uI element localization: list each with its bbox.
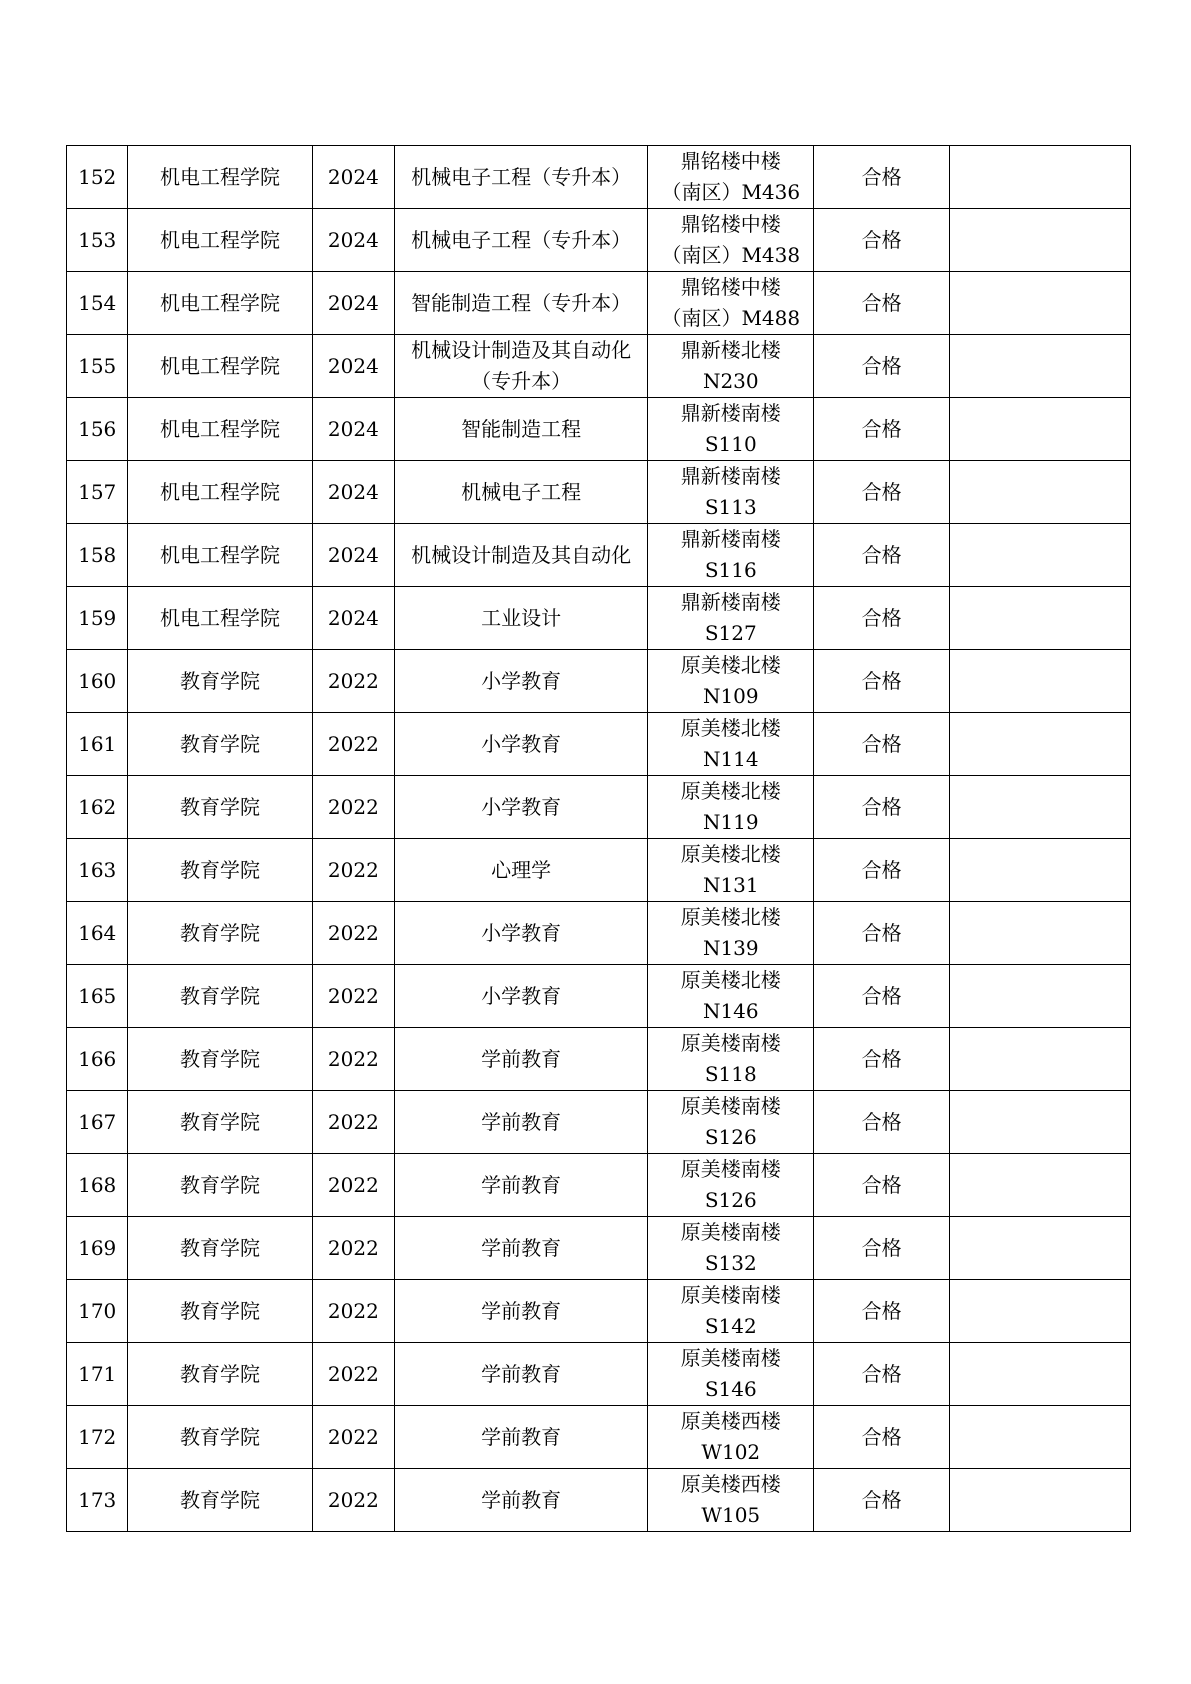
major-cell: 学前教育: [395, 1280, 648, 1343]
classroom-building: 原美楼西楼: [680, 1472, 781, 1496]
major-cell: 机械电子工程（专升本）: [395, 209, 648, 272]
row-number-cell: 159: [67, 587, 128, 650]
result-cell: 合格: [814, 776, 950, 839]
result-cell: 合格: [814, 146, 950, 209]
note-cell: [949, 1217, 1130, 1280]
note-cell: [949, 398, 1130, 461]
major-cell: 机械设计制造及其自动化: [395, 524, 648, 587]
classroom-cell: [648, 209, 814, 272]
classroom-number: N109: [702, 684, 759, 708]
classroom-number: S146: [704, 1377, 757, 1401]
row-number-cell: 165: [67, 965, 128, 1028]
grade-cell: 2022: [312, 1343, 395, 1406]
major-cell: 智能制造工程: [395, 398, 648, 461]
major-cell: 工业设计: [395, 587, 648, 650]
table-row: [67, 398, 1131, 461]
row-number-cell: 171: [67, 1343, 128, 1406]
row-number-cell: 155: [67, 335, 128, 398]
note-cell: [949, 335, 1130, 398]
classroom-cell: [648, 146, 814, 209]
note-cell: [949, 776, 1130, 839]
major-cell: 小学教育: [395, 650, 648, 713]
note-cell: [949, 650, 1130, 713]
result-cell: 合格: [814, 1469, 950, 1532]
classroom-number: S126: [704, 1125, 757, 1149]
row-number-cell: 153: [67, 209, 128, 272]
college-cell: 教育学院: [128, 1217, 312, 1280]
result-cell: 合格: [814, 839, 950, 902]
table-row: [67, 1217, 1131, 1280]
table-row: [67, 524, 1131, 587]
row-number-cell: 166: [67, 1028, 128, 1091]
result-cell: 合格: [814, 524, 950, 587]
note-cell: [949, 965, 1130, 1028]
classroom-number: N131: [702, 873, 759, 897]
table-row: [67, 1469, 1131, 1532]
classroom-cell: [648, 902, 814, 965]
classroom-number: S127: [704, 621, 757, 645]
row-number-cell: 170: [67, 1280, 128, 1343]
note-cell: [949, 461, 1130, 524]
note-cell: [949, 1091, 1130, 1154]
major-cell: 学前教育: [395, 1469, 648, 1532]
major-cell: 心理学: [395, 839, 648, 902]
classroom-building: 原美楼北楼: [680, 653, 781, 677]
college-cell: 教育学院: [128, 839, 312, 902]
college-cell: 教育学院: [128, 1028, 312, 1091]
result-cell: 合格: [814, 1280, 950, 1343]
college-cell: 教育学院: [128, 713, 312, 776]
classroom-cell: [648, 335, 814, 398]
classroom-cell: [648, 1406, 814, 1469]
grade-cell: 2022: [312, 902, 395, 965]
table-row: [67, 272, 1131, 335]
college-cell: 机电工程学院: [128, 146, 312, 209]
grade-cell: 2022: [312, 965, 395, 1028]
classroom-cell: [648, 524, 814, 587]
grade-cell: 2024: [312, 461, 395, 524]
classroom-number: N230: [702, 369, 759, 393]
note-cell: [949, 272, 1130, 335]
major-cell: 小学教育: [395, 776, 648, 839]
classroom-number: S113: [704, 495, 757, 519]
row-number-cell: 164: [67, 902, 128, 965]
note-cell: [949, 209, 1130, 272]
classroom-building: 鼎铭楼中楼: [680, 275, 781, 299]
table-row: [67, 1406, 1131, 1469]
table-row: [67, 1154, 1131, 1217]
classroom-cell: [648, 398, 814, 461]
classroom-building: 原美楼北楼: [680, 842, 781, 866]
result-cell: 合格: [814, 587, 950, 650]
college-cell: 教育学院: [128, 902, 312, 965]
classroom-building: 原美楼南楼: [680, 1031, 781, 1055]
college-cell: 教育学院: [128, 1406, 312, 1469]
grade-cell: 2022: [312, 839, 395, 902]
row-number-cell: 173: [67, 1469, 128, 1532]
grade-cell: 2022: [312, 1217, 395, 1280]
college-cell: 机电工程学院: [128, 524, 312, 587]
note-cell: [949, 1469, 1130, 1532]
grade-cell: 2024: [312, 209, 395, 272]
note-cell: [949, 146, 1130, 209]
grade-cell: 2022: [312, 713, 395, 776]
row-number-cell: 157: [67, 461, 128, 524]
major-cell: 学前教育: [395, 1217, 648, 1280]
college-cell: 教育学院: [128, 1091, 312, 1154]
classroom-number: N146: [702, 999, 759, 1023]
table-row: [67, 1028, 1131, 1091]
table-row: [67, 587, 1131, 650]
classroom-cell: [648, 776, 814, 839]
college-cell: 机电工程学院: [128, 461, 312, 524]
result-cell: 合格: [814, 1217, 950, 1280]
major-cell: 学前教育: [395, 1406, 648, 1469]
row-number-cell: 154: [67, 272, 128, 335]
classroom-building: 原美楼南楼: [680, 1094, 781, 1118]
classroom-cell: [648, 713, 814, 776]
major-cell: 智能制造工程（专升本）: [395, 272, 648, 335]
table-row: [67, 776, 1131, 839]
classroom-number: S116: [704, 558, 757, 582]
result-cell: 合格: [814, 1343, 950, 1406]
classroom-cell: [648, 1217, 814, 1280]
classroom-building: 鼎新楼南楼: [680, 590, 781, 614]
classroom-number: N114: [702, 747, 759, 771]
grade-cell: 2024: [312, 398, 395, 461]
note-cell: [949, 1280, 1130, 1343]
result-cell: 合格: [814, 1406, 950, 1469]
major-cell: 学前教育: [395, 1028, 648, 1091]
major-cell: 小学教育: [395, 965, 648, 1028]
college-cell: 机电工程学院: [128, 587, 312, 650]
classroom-cell: [648, 650, 814, 713]
college-cell: 教育学院: [128, 1343, 312, 1406]
result-cell: 合格: [814, 1091, 950, 1154]
classroom-building: 鼎铭楼中楼: [680, 212, 781, 236]
classroom-building: 鼎新楼南楼: [680, 527, 781, 551]
classroom-cell: [648, 587, 814, 650]
note-cell: [949, 902, 1130, 965]
classroom-number: W105: [701, 1503, 761, 1527]
classroom-number: （南区）M438: [661, 243, 801, 267]
result-cell: 合格: [814, 1028, 950, 1091]
classroom-building: 原美楼北楼: [680, 968, 781, 992]
major-cell: 小学教育: [395, 713, 648, 776]
college-cell: 教育学院: [128, 1469, 312, 1532]
note-cell: [949, 1406, 1130, 1469]
classroom-building: 鼎铭楼中楼: [680, 149, 781, 173]
classroom-building: 原美楼北楼: [680, 716, 781, 740]
grade-cell: 2022: [312, 1280, 395, 1343]
row-number-cell: 152: [67, 146, 128, 209]
table-row: [67, 146, 1131, 209]
grade-cell: 2024: [312, 335, 395, 398]
note-cell: [949, 587, 1130, 650]
result-cell: 合格: [814, 713, 950, 776]
classroom-building: 鼎新楼北楼: [680, 338, 781, 362]
grade-cell: 2022: [312, 1154, 395, 1217]
classroom-cell: [648, 1343, 814, 1406]
result-cell: 合格: [814, 209, 950, 272]
major-cell: 学前教育: [395, 1091, 648, 1154]
grade-cell: 2022: [312, 1469, 395, 1532]
result-cell: 合格: [814, 1154, 950, 1217]
row-number-cell: 172: [67, 1406, 128, 1469]
classroom-number: S118: [704, 1062, 757, 1086]
classroom-building: 原美楼南楼: [680, 1157, 781, 1181]
row-number-cell: 163: [67, 839, 128, 902]
grade-cell: 2024: [312, 587, 395, 650]
classroom-number: S142: [704, 1314, 757, 1338]
college-cell: 教育学院: [128, 1280, 312, 1343]
result-cell: 合格: [814, 398, 950, 461]
grade-cell: 2022: [312, 1028, 395, 1091]
classroom-number: N139: [702, 936, 759, 960]
classroom-building: 原美楼南楼: [680, 1346, 781, 1370]
table-row: [67, 650, 1131, 713]
major-cell: 机械设计制造及其自动化（专升本）: [395, 335, 648, 398]
row-number-cell: 156: [67, 398, 128, 461]
table-row: [67, 713, 1131, 776]
table-row: [67, 461, 1131, 524]
grade-cell: 2022: [312, 1091, 395, 1154]
table-row: [67, 965, 1131, 1028]
major-cell: 小学教育: [395, 902, 648, 965]
major-cell: 学前教育: [395, 1343, 648, 1406]
table-row: [67, 902, 1131, 965]
grade-cell: 2022: [312, 650, 395, 713]
note-cell: [949, 1343, 1130, 1406]
college-cell: 教育学院: [128, 776, 312, 839]
result-cell: 合格: [814, 902, 950, 965]
classroom-cell: [648, 272, 814, 335]
classroom-building: 原美楼南楼: [680, 1220, 781, 1244]
classroom-cell: [648, 461, 814, 524]
note-cell: [949, 1154, 1130, 1217]
table-row: [67, 335, 1131, 398]
college-cell: 机电工程学院: [128, 209, 312, 272]
grade-cell: 2024: [312, 272, 395, 335]
college-cell: 教育学院: [128, 965, 312, 1028]
classroom-cell: [648, 839, 814, 902]
grade-cell: 2024: [312, 146, 395, 209]
college-cell: 教育学院: [128, 1154, 312, 1217]
classroom-building: 原美楼北楼: [680, 905, 781, 929]
classroom-cell: [648, 1280, 814, 1343]
classroom-building: 鼎新楼南楼: [680, 401, 781, 425]
classroom-number: （南区）M436: [661, 180, 801, 204]
table-row: [67, 1280, 1131, 1343]
classroom-building: 原美楼南楼: [680, 1283, 781, 1307]
table-row: [67, 839, 1131, 902]
table-body: [67, 146, 1131, 1532]
college-cell: 机电工程学院: [128, 272, 312, 335]
classroom-building: 原美楼西楼: [680, 1409, 781, 1433]
table-row: [67, 209, 1131, 272]
classroom-cell: [648, 1028, 814, 1091]
grade-cell: 2022: [312, 1406, 395, 1469]
classroom-number: W102: [701, 1440, 761, 1464]
table-row: [67, 1091, 1131, 1154]
college-cell: 机电工程学院: [128, 335, 312, 398]
classroom-number: S110: [704, 432, 757, 456]
classroom-cell: [648, 1154, 814, 1217]
table-row: [67, 1343, 1131, 1406]
note-cell: [949, 713, 1130, 776]
major-cell: 机械电子工程: [395, 461, 648, 524]
college-cell: 教育学院: [128, 650, 312, 713]
classroom-number: S126: [704, 1188, 757, 1212]
classroom-number: （南区）M488: [661, 306, 801, 330]
row-number-cell: 161: [67, 713, 128, 776]
classroom-cell: [648, 965, 814, 1028]
classroom-cell: [648, 1091, 814, 1154]
classroom-number: S132: [704, 1251, 757, 1275]
classroom-inspection-table: [66, 145, 1131, 1532]
result-cell: 合格: [814, 272, 950, 335]
major-cell: 学前教育: [395, 1154, 648, 1217]
row-number-cell: 168: [67, 1154, 128, 1217]
row-number-cell: 167: [67, 1091, 128, 1154]
major-cell: 机械电子工程（专升本）: [395, 146, 648, 209]
college-cell: 机电工程学院: [128, 398, 312, 461]
classroom-building: 鼎新楼南楼: [680, 464, 781, 488]
classroom-building: 原美楼北楼: [680, 779, 781, 803]
result-cell: 合格: [814, 650, 950, 713]
row-number-cell: 160: [67, 650, 128, 713]
note-cell: [949, 839, 1130, 902]
result-cell: 合格: [814, 461, 950, 524]
classroom-cell: [648, 1469, 814, 1532]
result-cell: 合格: [814, 335, 950, 398]
grade-cell: 2024: [312, 524, 395, 587]
grade-cell: 2022: [312, 776, 395, 839]
note-cell: [949, 524, 1130, 587]
row-number-cell: 158: [67, 524, 128, 587]
result-cell: 合格: [814, 965, 950, 1028]
row-number-cell: 169: [67, 1217, 128, 1280]
row-number-cell: 162: [67, 776, 128, 839]
note-cell: [949, 1028, 1130, 1091]
classroom-number: N119: [702, 810, 759, 834]
